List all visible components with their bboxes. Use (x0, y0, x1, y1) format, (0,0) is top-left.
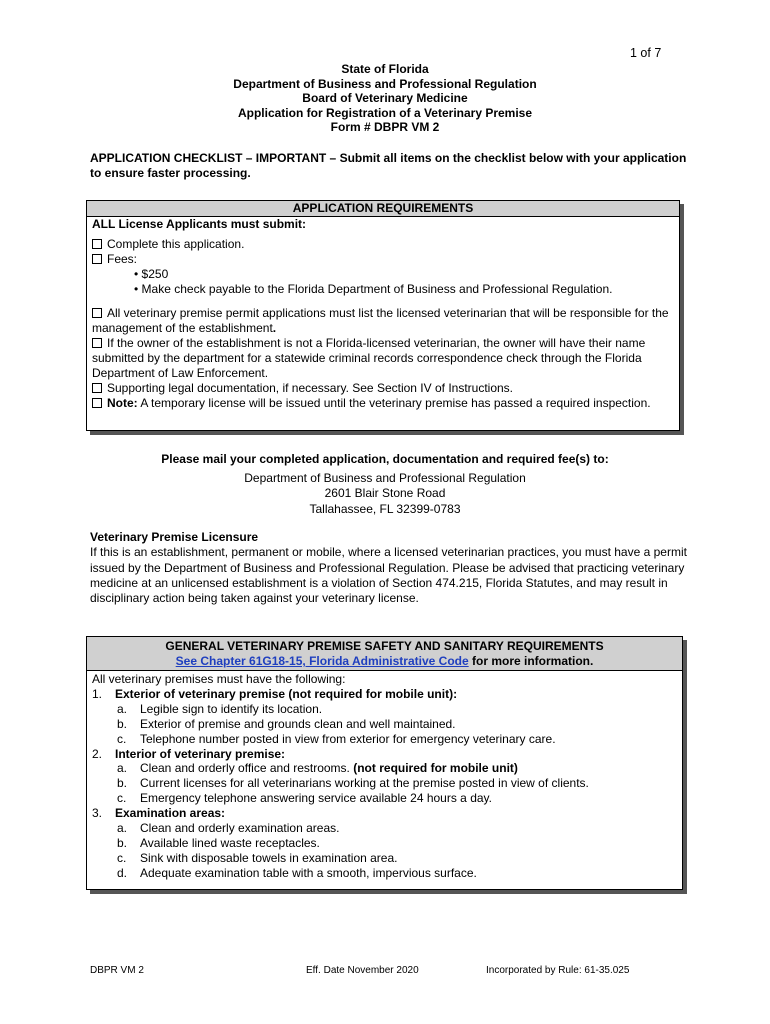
footer-eff-date: Eff. Date November 2020 (306, 965, 419, 976)
checklist-item-complete: Complete this application. (87, 237, 679, 252)
subitem-letter: c. (117, 791, 127, 806)
subitem-text: Clean and orderly examination areas. (140, 821, 340, 836)
subitem-letter: b. (117, 776, 128, 791)
veterinary-premise-licensure (90, 530, 690, 606)
subitem-text: Exterior of premise and grounds clean and well maintained. (140, 716, 456, 731)
fee-payable-bullet: • Make check payable to the Florida Department of Business and Professional Regulation. (134, 282, 613, 296)
checklist-item-fees: Fees: (87, 252, 679, 267)
subitem-letter: c. (117, 731, 127, 746)
checklist-item-note: Note: A temporary license will be issued until the veterinary premise has passed a required inspection. (87, 396, 679, 411)
subitem-text: Emergency telephone answering service available 24 hours a day. (140, 791, 492, 806)
requirement-number: 3. (92, 806, 103, 821)
checkbox-icon[interactable] (92, 254, 102, 264)
requirement-item (92, 806, 682, 821)
header-form-number: Form # DBPR VM 2 (330, 120, 440, 135)
checkbox-icon[interactable] (92, 239, 102, 249)
footer-form: DBPR VM 2 (90, 965, 144, 976)
subitem-text: Telephone number posted in view from exterior for emergency veterinary care. (140, 731, 556, 746)
address-street: 2601 Blair Stone Road (324, 486, 446, 501)
fee-amount-bullet: • $250 (134, 267, 169, 281)
document-header (0, 62, 770, 135)
subitem-letter: a. (117, 761, 128, 776)
header-department: Department of Business and Professional Regulation (233, 76, 537, 91)
address-department: Department of Business and Professional Regulation (244, 471, 526, 485)
requirement-subitem (92, 702, 682, 717)
subitem-text: Sink with disposable towels in examination area. (140, 850, 398, 865)
sanitary-intro: All veterinary premises must have the following: (92, 672, 346, 686)
sanitary-requirements-box (86, 636, 683, 890)
requirements-subtitle: ALL License Applicants must submit: (92, 217, 307, 231)
checklist-item-permit: All veterinary premise permit applications must list the licensed veterinarian that will be responsible for the management of the establishment. (92, 306, 669, 335)
subitem-letter: b. (117, 835, 128, 850)
subitem-letter: a. (117, 821, 128, 836)
requirement-subitem (92, 791, 682, 806)
requirement-subitem (92, 851, 682, 866)
header-application-title: Application for Registration of a Veterinary Premise (237, 105, 533, 120)
header-board: Board of Veterinary Medicine (302, 91, 468, 106)
subitem-text: Clean and orderly office and restrooms. (140, 761, 354, 776)
requirement-subitem (92, 732, 682, 747)
checklist-item-owner: If the owner of the establishment is not a Florida-licensed veterinarian, the owner will have their name submitted by the department for a statewide criminal records correspondence check through the Florida Department of Law Enforcement. (92, 336, 646, 380)
requirement-subitem (92, 761, 682, 776)
requirement-subitem (92, 866, 682, 881)
address-city: Tallahassee, FL 32399-0783 (309, 501, 461, 516)
requirement-subitem (92, 776, 682, 791)
checkbox-icon[interactable] (92, 308, 102, 318)
subitem-text: Adequate examination table with a smooth, impervious surface. (140, 865, 477, 880)
requirement-number: 2. (92, 746, 103, 761)
licensure-title: Veterinary Premise Licensure (90, 530, 259, 544)
subitem-note: (not required for mobile unit) (353, 761, 518, 776)
requirement-number: 1. (92, 686, 103, 701)
header-state: State of Florida (341, 62, 429, 76)
requirement-item (92, 687, 682, 702)
chapter-link[interactable]: See Chapter 61G18-15, Florida Administrative Code (175, 654, 469, 668)
sanitary-title: GENERAL VETERINARY PREMISE SAFETY AND SANITARY REQUIREMENTS See Chapter 61G18-15, Florida Administrative Code for more information. (87, 637, 682, 671)
subitem-text: Legible sign to identify its location. (140, 701, 323, 716)
subitem-text: Available lined waste receptacles. (140, 835, 320, 850)
checklist-item-legal: Supporting legal documentation, if necessary. See Section IV of Instructions. (87, 381, 679, 396)
checkbox-icon[interactable] (92, 398, 102, 408)
footer-rule: Incorporated by Rule: 61-35.025 (486, 965, 630, 976)
page-number: 1 of 7 (630, 46, 662, 60)
checklist-intro: APPLICATION CHECKLIST – IMPORTANT – Submit all items on the checklist below with your application to ensure faster processing. (90, 151, 687, 180)
mail-heading: Please mail your completed application, documentation and required fee(s) to: (161, 452, 609, 466)
requirement-subitem (92, 836, 682, 851)
requirements-title: APPLICATION REQUIREMENTS (87, 201, 679, 217)
subitem-letter: b. (117, 716, 128, 731)
requirement-subitem (92, 717, 682, 732)
subitem-letter: c. (117, 850, 127, 865)
requirement-item (92, 747, 682, 762)
mailing-address (0, 471, 770, 517)
requirement-heading: Exterior of veterinary premise (not required for mobile unit): (115, 686, 458, 701)
subitem-letter: a. (117, 701, 128, 716)
requirement-heading: Interior of veterinary premise: (115, 746, 286, 761)
sanitary-list (87, 671, 682, 881)
checkbox-icon[interactable] (92, 338, 102, 348)
requirement-subitem (92, 821, 682, 836)
licensure-text: If this is an establishment, permanent or mobile, where a licensed veterinarian practices, you must have a permit issued by the Department of Business and Professional Regulation. Please be advised that practicing veterinary medicine at an unlicensed establishment is a violation of Section 474.215, Florida Statutes, and may result in disciplinary action being taken against your veterinary license. (90, 545, 687, 606)
checkbox-icon[interactable] (92, 383, 102, 393)
subitem-text: Current licenses for all veterinarians working at the premise posted in view of clients. (140, 776, 589, 791)
subitem-letter: d. (117, 865, 128, 880)
requirement-heading: Examination areas: (115, 806, 226, 821)
application-requirements-box (86, 200, 680, 431)
